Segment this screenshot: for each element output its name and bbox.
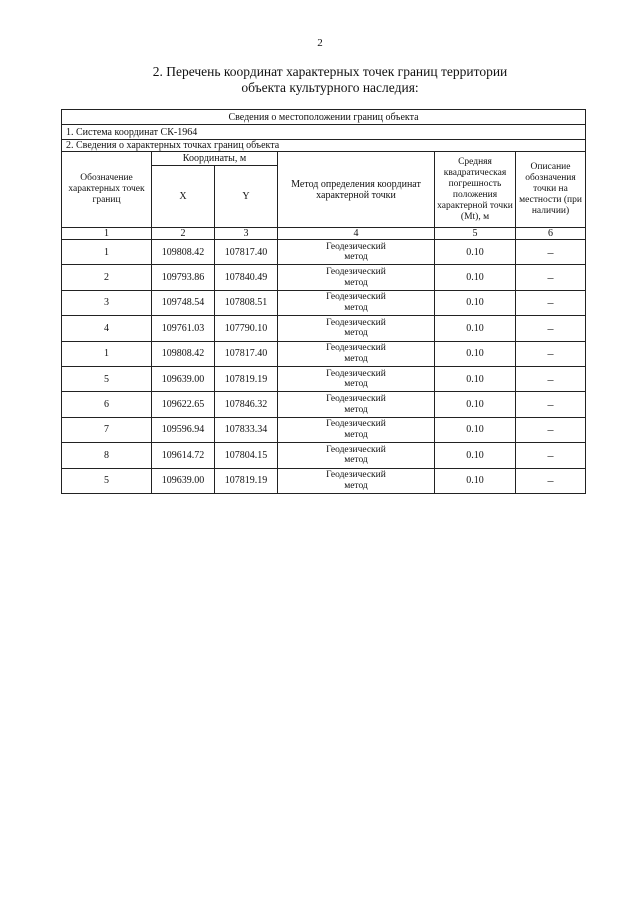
- coordinate-x: 109639.00: [152, 468, 215, 493]
- point-designation: 5: [62, 468, 152, 493]
- method: [278, 417, 435, 442]
- table-row: [62, 265, 586, 290]
- point-description: –: [516, 366, 586, 391]
- header-row-1: [62, 152, 586, 166]
- column-number: 2: [152, 228, 215, 240]
- column-number: 3: [215, 228, 278, 240]
- method-line-2: метод: [344, 480, 368, 491]
- method: [278, 341, 435, 366]
- table-row: [62, 316, 586, 341]
- mean-square-error: 0.10: [435, 341, 516, 366]
- method-line-1: Геодезический: [326, 444, 386, 455]
- method-line-1: Геодезический: [326, 470, 386, 481]
- method-line-2: метод: [344, 429, 368, 440]
- coordinate-x: 109748.54: [152, 290, 215, 315]
- coordinate-y: 107819.19: [215, 366, 278, 391]
- point-designation: 1: [62, 240, 152, 265]
- coordinate-y: 107808.51: [215, 290, 278, 315]
- point-description: –: [516, 316, 586, 341]
- table-row: [62, 417, 586, 442]
- coordinate-y: 107846.32: [215, 392, 278, 417]
- method-line-1: Геодезический: [326, 343, 386, 354]
- method: [278, 366, 435, 391]
- method-line-2: метод: [344, 404, 368, 415]
- coordinate-y: 107819.19: [215, 468, 278, 493]
- method-line-1: Геодезический: [326, 368, 386, 379]
- method: [278, 265, 435, 290]
- coordinate-x: 109596.94: [152, 417, 215, 442]
- table-row: [62, 443, 586, 468]
- heading-line-1: 2. Перечень координат характерных точек границ территории: [152, 64, 508, 79]
- method: [278, 443, 435, 468]
- point-description: –: [516, 443, 586, 468]
- point-description: –: [516, 392, 586, 417]
- method-line-2: метод: [344, 302, 368, 313]
- method: [278, 468, 435, 493]
- page-number: 2: [317, 37, 323, 49]
- mean-square-error: 0.10: [435, 443, 516, 468]
- header-y: Y: [215, 166, 278, 228]
- point-designation: 7: [62, 417, 152, 442]
- column-number: 1: [62, 228, 152, 240]
- coordinate-x: 109793.86: [152, 265, 215, 290]
- header-method: Метод определения координат характерной точки: [278, 152, 435, 228]
- point-description: –: [516, 417, 586, 442]
- table-row: [62, 341, 586, 366]
- column-number: 4: [278, 228, 435, 240]
- section-heading: [120, 64, 540, 96]
- mean-square-error: 0.10: [435, 392, 516, 417]
- table-row: [62, 392, 586, 417]
- table-row: [62, 366, 586, 391]
- coordinate-y: 107817.40: [215, 240, 278, 265]
- header-designation: Обозначение характерных точек границ: [62, 152, 152, 228]
- method-line-2: метод: [344, 252, 368, 263]
- coordinate-system: 1. Система координат СК-1964: [62, 125, 586, 140]
- point-designation: 6: [62, 392, 152, 417]
- point-description: –: [516, 240, 586, 265]
- method: [278, 290, 435, 315]
- coordinate-x: 109808.42: [152, 240, 215, 265]
- coordinate-y: 107817.40: [215, 341, 278, 366]
- point-description: –: [516, 265, 586, 290]
- table-row: [62, 240, 586, 265]
- table-title: Сведения о местоположении границ объекта: [62, 110, 586, 125]
- header-coordinates: Координаты, м: [152, 152, 278, 166]
- method-line-1: Геодезический: [326, 394, 386, 405]
- points-section-label: 2. Сведения о характерных точках границ объекта: [62, 140, 586, 152]
- point-description: –: [516, 341, 586, 366]
- table-title-row: [62, 110, 586, 125]
- mean-square-error: 0.10: [435, 468, 516, 493]
- coordinate-y: 107804.15: [215, 443, 278, 468]
- mean-square-error: 0.10: [435, 265, 516, 290]
- method-line-1: Геодезический: [326, 419, 386, 430]
- method-line-2: метод: [344, 455, 368, 466]
- column-numbers-row: [62, 228, 586, 240]
- point-designation: 2: [62, 265, 152, 290]
- header-description: Описание обозначения точки на местности (при наличии): [516, 152, 586, 228]
- table-row: [62, 468, 586, 493]
- method: [278, 240, 435, 265]
- coordinate-y: 107840.49: [215, 265, 278, 290]
- method-line-1: Геодезический: [326, 317, 386, 328]
- table-row: [62, 290, 586, 315]
- point-designation: 1: [62, 341, 152, 366]
- coordinate-x: 109639.00: [152, 366, 215, 391]
- heading-line-2: объекта культурного наследия:: [241, 80, 419, 95]
- coordinate-x: 109614.72: [152, 443, 215, 468]
- point-designation: 5: [62, 366, 152, 391]
- point-description: –: [516, 290, 586, 315]
- point-designation: 4: [62, 316, 152, 341]
- coordinate-y: 107790.10: [215, 316, 278, 341]
- coordinate-system-row: [62, 125, 586, 140]
- coordinate-x: 109808.42: [152, 341, 215, 366]
- method-line-2: метод: [344, 328, 368, 339]
- header-x: X: [152, 166, 215, 228]
- mean-square-error: 0.10: [435, 240, 516, 265]
- method-line-1: Геодезический: [326, 241, 386, 252]
- method: [278, 316, 435, 341]
- method-line-1: Геодезический: [326, 292, 386, 303]
- method-line-2: метод: [344, 379, 368, 390]
- coordinate-x: 109622.65: [152, 392, 215, 417]
- point-designation: 3: [62, 290, 152, 315]
- column-number: 6: [516, 228, 586, 240]
- coordinates-table: [61, 109, 586, 494]
- section-row: [62, 140, 586, 152]
- method: [278, 392, 435, 417]
- point-description: –: [516, 468, 586, 493]
- mean-square-error: 0.10: [435, 290, 516, 315]
- header-error: Средняя квадратическая погрешность положения характерной точки (Mt), м: [435, 152, 516, 228]
- point-designation: 8: [62, 443, 152, 468]
- mean-square-error: 0.10: [435, 316, 516, 341]
- coordinate-x: 109761.03: [152, 316, 215, 341]
- column-number: 5: [435, 228, 516, 240]
- mean-square-error: 0.10: [435, 366, 516, 391]
- method-line-2: метод: [344, 277, 368, 288]
- mean-square-error: 0.10: [435, 417, 516, 442]
- method-line-1: Геодезический: [326, 267, 386, 278]
- coordinate-y: 107833.34: [215, 417, 278, 442]
- method-line-2: метод: [344, 353, 368, 364]
